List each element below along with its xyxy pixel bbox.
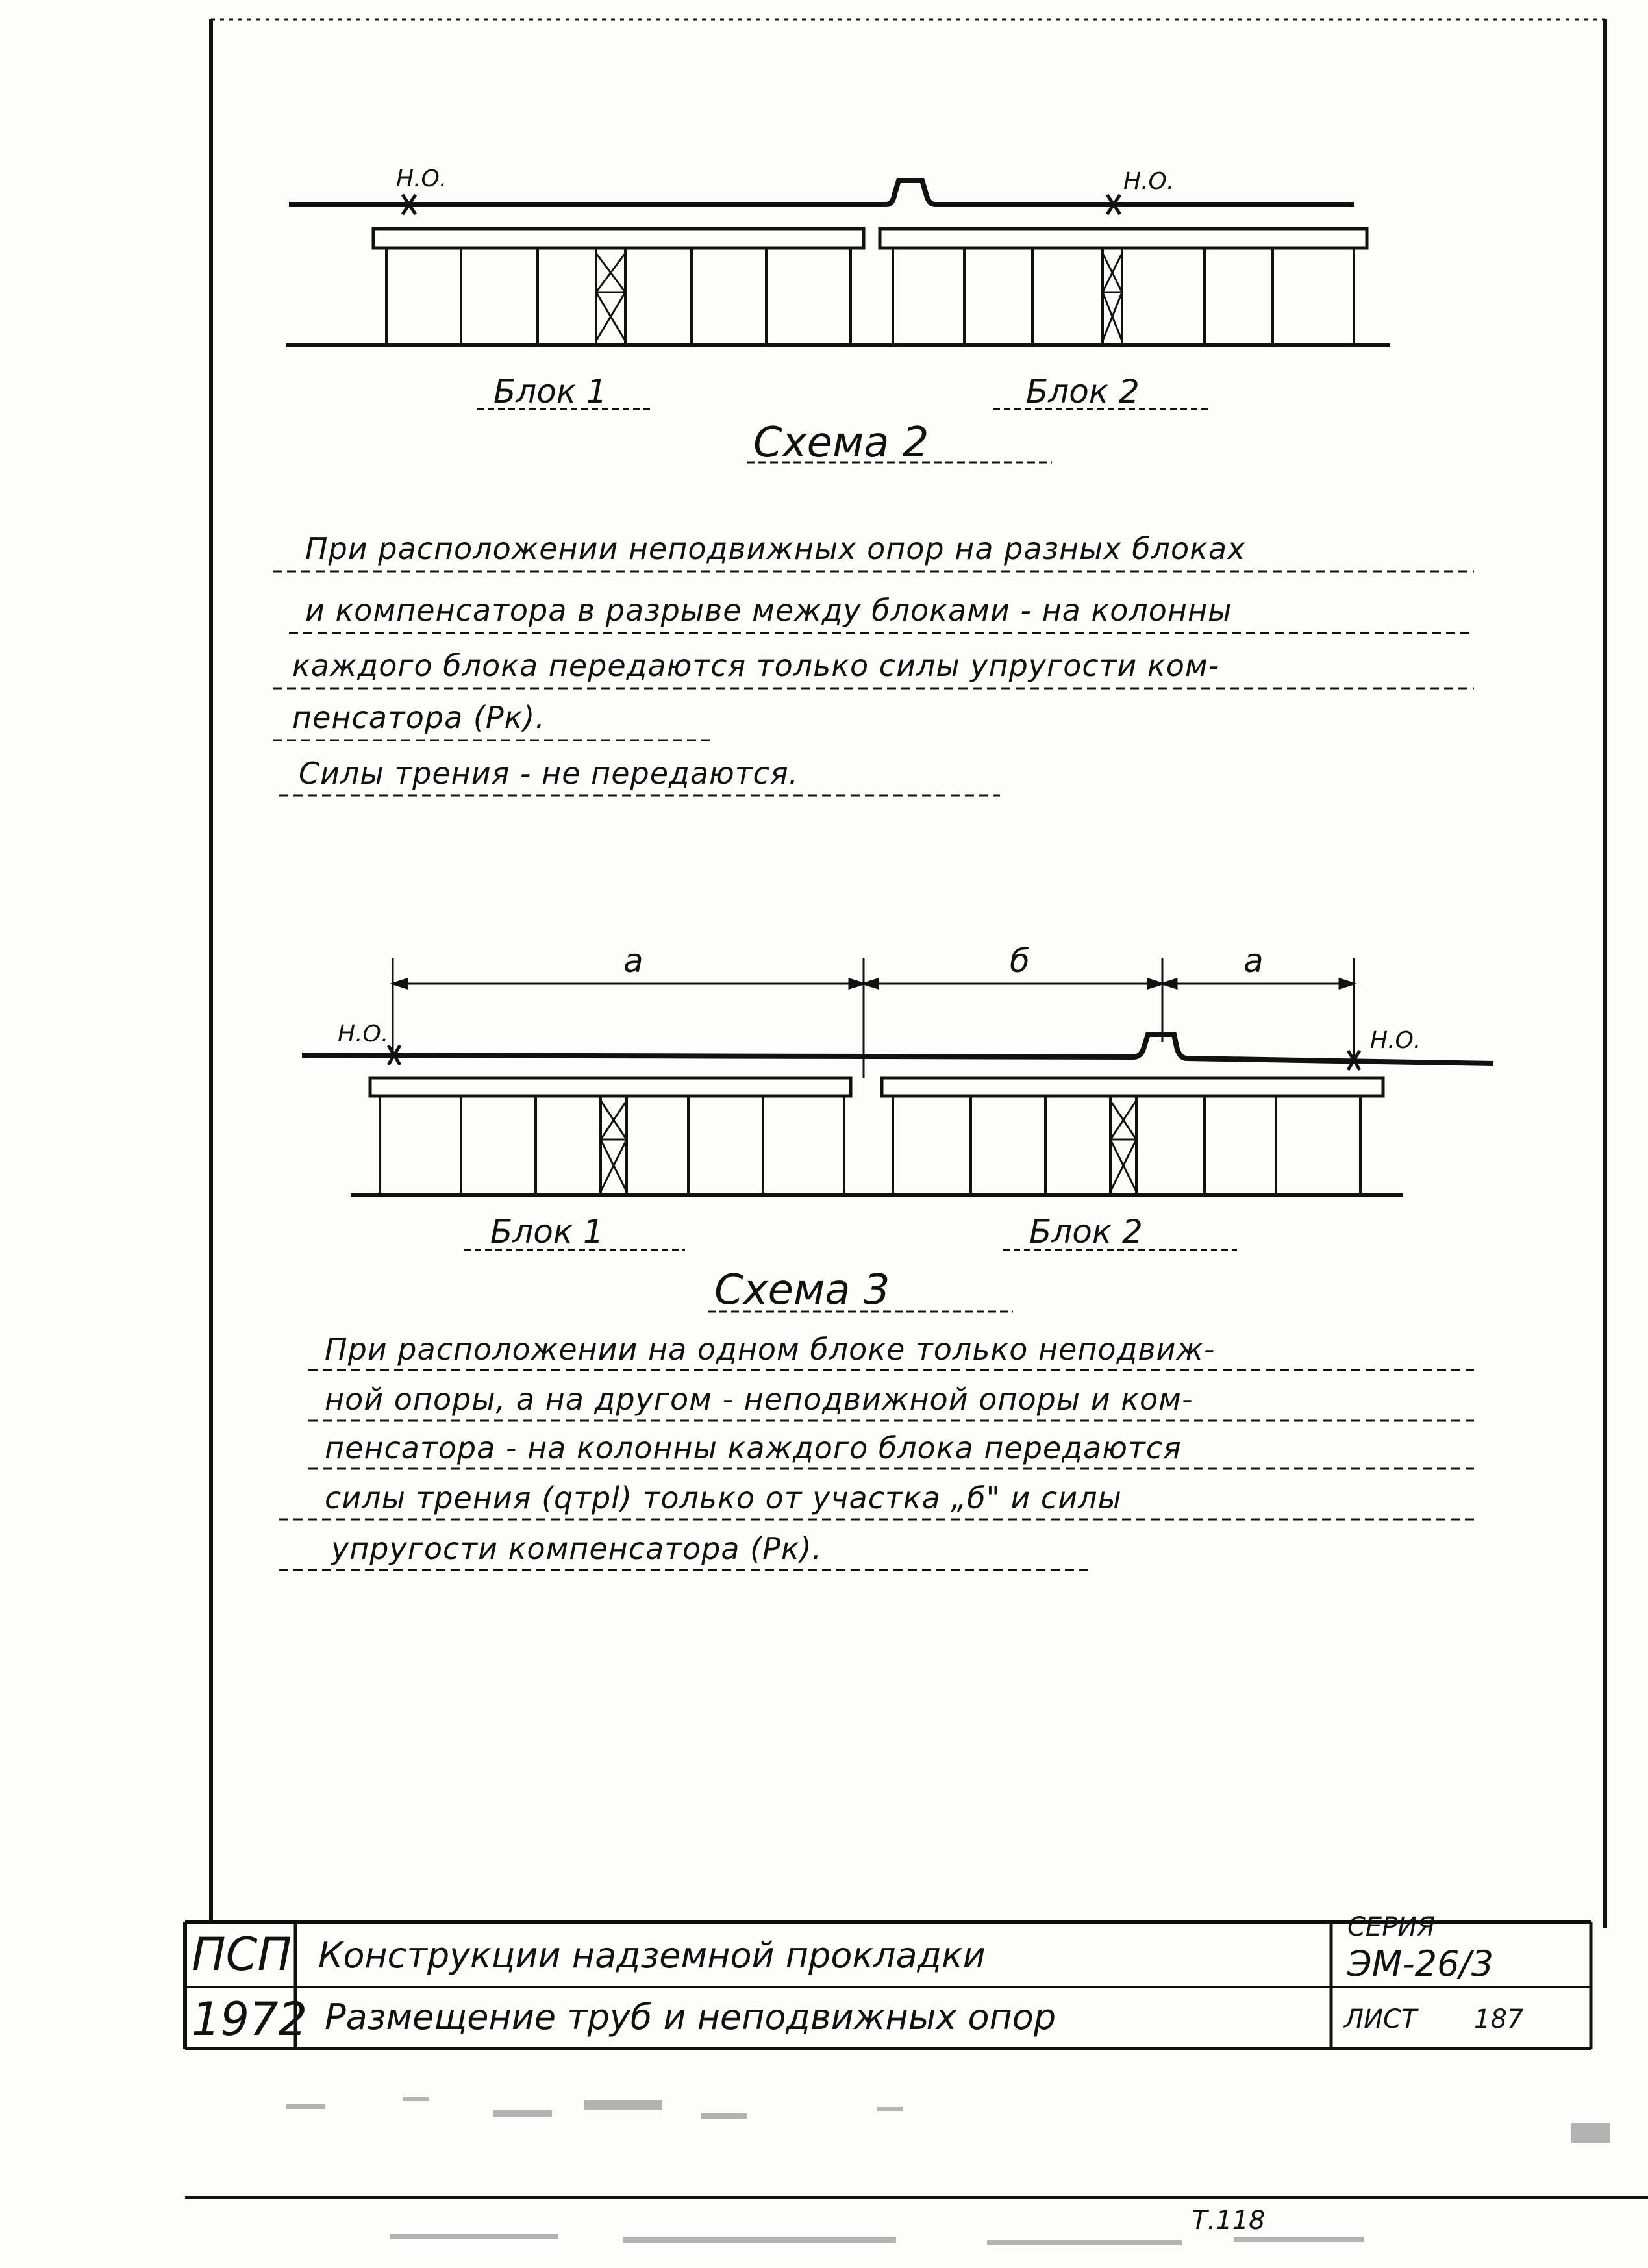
dimension-b: б [1010,942,1030,980]
scan-noise [286,2097,1610,2245]
dimension-a-right: а [1243,942,1264,980]
drawing-title-line1: Конструкции надземной прокладки [318,1935,986,1976]
pipe-line [289,181,1354,205]
block2-bracing [1103,253,1122,341]
block2-bracing [1110,1101,1136,1191]
series-label: СЕРИЯ [1347,1912,1436,1942]
block1-columns [380,1096,844,1195]
fixed-support-label-right: Н.О. [1123,168,1175,195]
fixed-support-label-right: Н.О. [1370,1027,1421,1054]
series-value: ЭМ-26/3 [1347,1943,1494,1984]
block2-beam [882,1078,1383,1096]
block1-label: Блок 1 [493,373,607,410]
drawing-title-line2: Размещение труб и неподвижных опор [325,1997,1056,2037]
scheme2-paragraph-line: каждого блока передаются только силы упругости ком- [292,648,1220,683]
org-code: ПСП [192,1928,292,1981]
sheet-number: 187 [1474,2004,1524,2034]
scheme3-paragraph-line: При расположении на одном блоке только неподвиж- [325,1332,1216,1367]
block2-beam [880,229,1367,248]
page-number: Т.118 [1192,2206,1266,2236]
block2-label: Блок 2 [1029,1213,1143,1251]
year: 1972 [192,1993,308,2046]
scheme3-paragraph-line: упругости компенсатора (Рк). [331,1531,823,1566]
block2-columns [893,1096,1360,1195]
scheme3-paragraph-line: ной опоры, а на другом - неподвижной опоры и ком- [325,1382,1193,1417]
scheme3-diagram [302,958,1493,1250]
block1-label: Блок 1 [490,1213,604,1251]
block2-label: Блок 2 [1026,373,1140,410]
sheet-label: ЛИСТ [1344,2004,1417,2034]
scheme3-title: Схема 3 [714,1266,890,1314]
scheme2-title: Схема 2 [753,419,929,467]
block2-columns [893,248,1354,345]
block1-bracing [596,253,625,341]
pipe-line [302,1034,1493,1064]
block1-beam [370,1078,851,1096]
scheme3-paragraph-line: пенсатора - на колонны каждого блока передаются [325,1430,1182,1465]
scheme2-paragraph-line: пенсатора (Рк). [292,700,545,735]
fixed-support-label-left: Н.О. [396,166,447,192]
scheme2-paragraph-line: и компенсатора в разрыве между блоками - на колонны [305,593,1232,628]
scheme2-note: Силы трения - не передаются. [299,756,799,791]
fixed-support-label-left: Н.О. [338,1021,389,1047]
dimension-a-left: а [623,942,643,980]
block1-bracing [601,1101,627,1191]
scheme2-paragraph-line: При расположении неподвижных опор на разных блоках [305,531,1246,566]
scheme2-diagram [286,181,1390,409]
scheme3-paragraph-line: силы трения (qтрl) только от участка „б" и силы [325,1480,1122,1515]
block1-beam [373,229,864,248]
